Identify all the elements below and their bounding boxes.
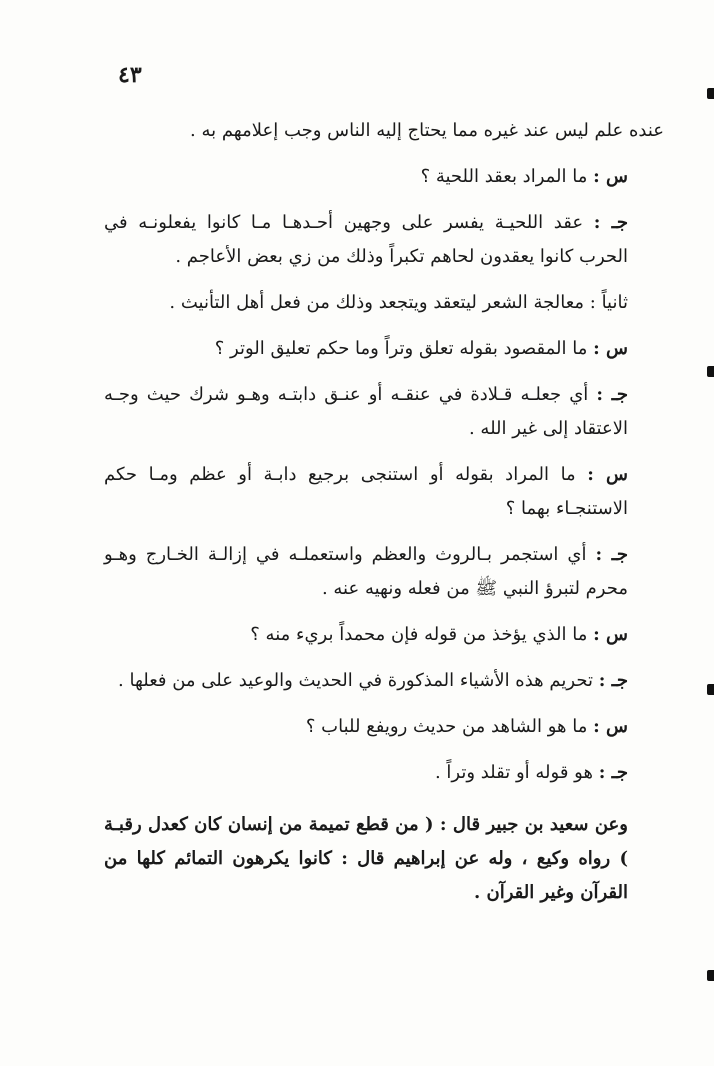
question-label: س : bbox=[593, 338, 628, 359]
answer-label: جـ : bbox=[596, 384, 628, 405]
answer-label: جـ : bbox=[598, 670, 628, 691]
question-text: ما هو الشاهد من حديث رويفع للباب ؟ bbox=[305, 716, 588, 737]
question-label: س : bbox=[587, 464, 628, 485]
answer-text: أي استجمر بـالروث والعظم واستعملـه في إزالـة الخـارج وهـو محرم لتبرؤ النبي ﷺ من فعله ونهيه عنه . bbox=[104, 544, 628, 599]
answer-label: جـ : bbox=[595, 544, 629, 565]
question-1 bbox=[104, 160, 664, 194]
intro-line bbox=[104, 114, 664, 148]
question-text: ما المراد بعقد اللحية ؟ bbox=[420, 166, 588, 187]
closing-paragraph: وعن سعيد بن جبير قال : ( من قطع تميمة من إنسان كان كعدل رقبـة ) رواه وكيع ، وله عن إبراهيم قال : كانوا يكرهون التمائم كلها من القرآن وغير القرآن . bbox=[104, 814, 628, 903]
question-label: س : bbox=[593, 166, 628, 187]
page-body bbox=[104, 114, 664, 922]
paragraph-text: عنده علم ليس عند غيره مما يحتاج إليه الناس وجب إعلامهم به . bbox=[190, 120, 664, 141]
answer-text: تحريم هذه الأشياء المذكورة في الحديث والوعيد على من فعلها . bbox=[118, 670, 593, 691]
question-3 bbox=[104, 458, 664, 526]
answer-text: أي جعلـه قـلادة في عنقـه أو عنـق دابتـه وهـو شرك حيث وجـه الاعتقاد إلى غير الله . bbox=[104, 384, 628, 439]
answer-label: جـ : bbox=[598, 762, 628, 783]
answer-label: جـ : bbox=[593, 212, 628, 233]
scan-edge-mark bbox=[707, 970, 714, 981]
second-point bbox=[104, 286, 664, 320]
question-label: س : bbox=[593, 716, 628, 737]
question-2 bbox=[104, 332, 664, 366]
question-4 bbox=[104, 618, 664, 652]
question-5 bbox=[104, 710, 664, 744]
scan-edge-mark bbox=[707, 684, 714, 695]
paragraph-text: ثانياً : معالجة الشعر ليتعقد ويتجعد وذلك من فعل أهل التأنيث . bbox=[169, 292, 628, 313]
answer-4 bbox=[104, 664, 664, 698]
answer-2 bbox=[104, 378, 664, 446]
answer-1 bbox=[104, 206, 664, 274]
answer-3 bbox=[104, 538, 664, 606]
answer-text: عقد اللحيـة يفسر على وجهين أحـدهـا مـا كانوا يفعلونـه في الحرب كانوا يعقدون لحاهم تكبراً وذلك من زي بعض الأعاجم . bbox=[104, 212, 628, 267]
answer-5 bbox=[104, 756, 664, 790]
question-text: ما الذي يؤخذ من قوله فإن محمداً بريء منه ؟ bbox=[250, 624, 588, 645]
question-label: س : bbox=[593, 624, 628, 645]
question-text: ما المقصود بقوله تعلق وتراً وما حكم تعليق الوتر ؟ bbox=[214, 338, 588, 359]
answer-text: هو قوله أو تقلد وتراً . bbox=[434, 762, 593, 783]
question-text: ما المراد بقوله أو استنجى برجيع دابـة أو عظم ومـا حكم الاستنجـاء بهما ؟ bbox=[104, 464, 628, 519]
scan-edge-mark bbox=[707, 366, 714, 377]
scan-edge-mark bbox=[707, 88, 714, 99]
page-number: ٤٣ bbox=[118, 62, 142, 88]
